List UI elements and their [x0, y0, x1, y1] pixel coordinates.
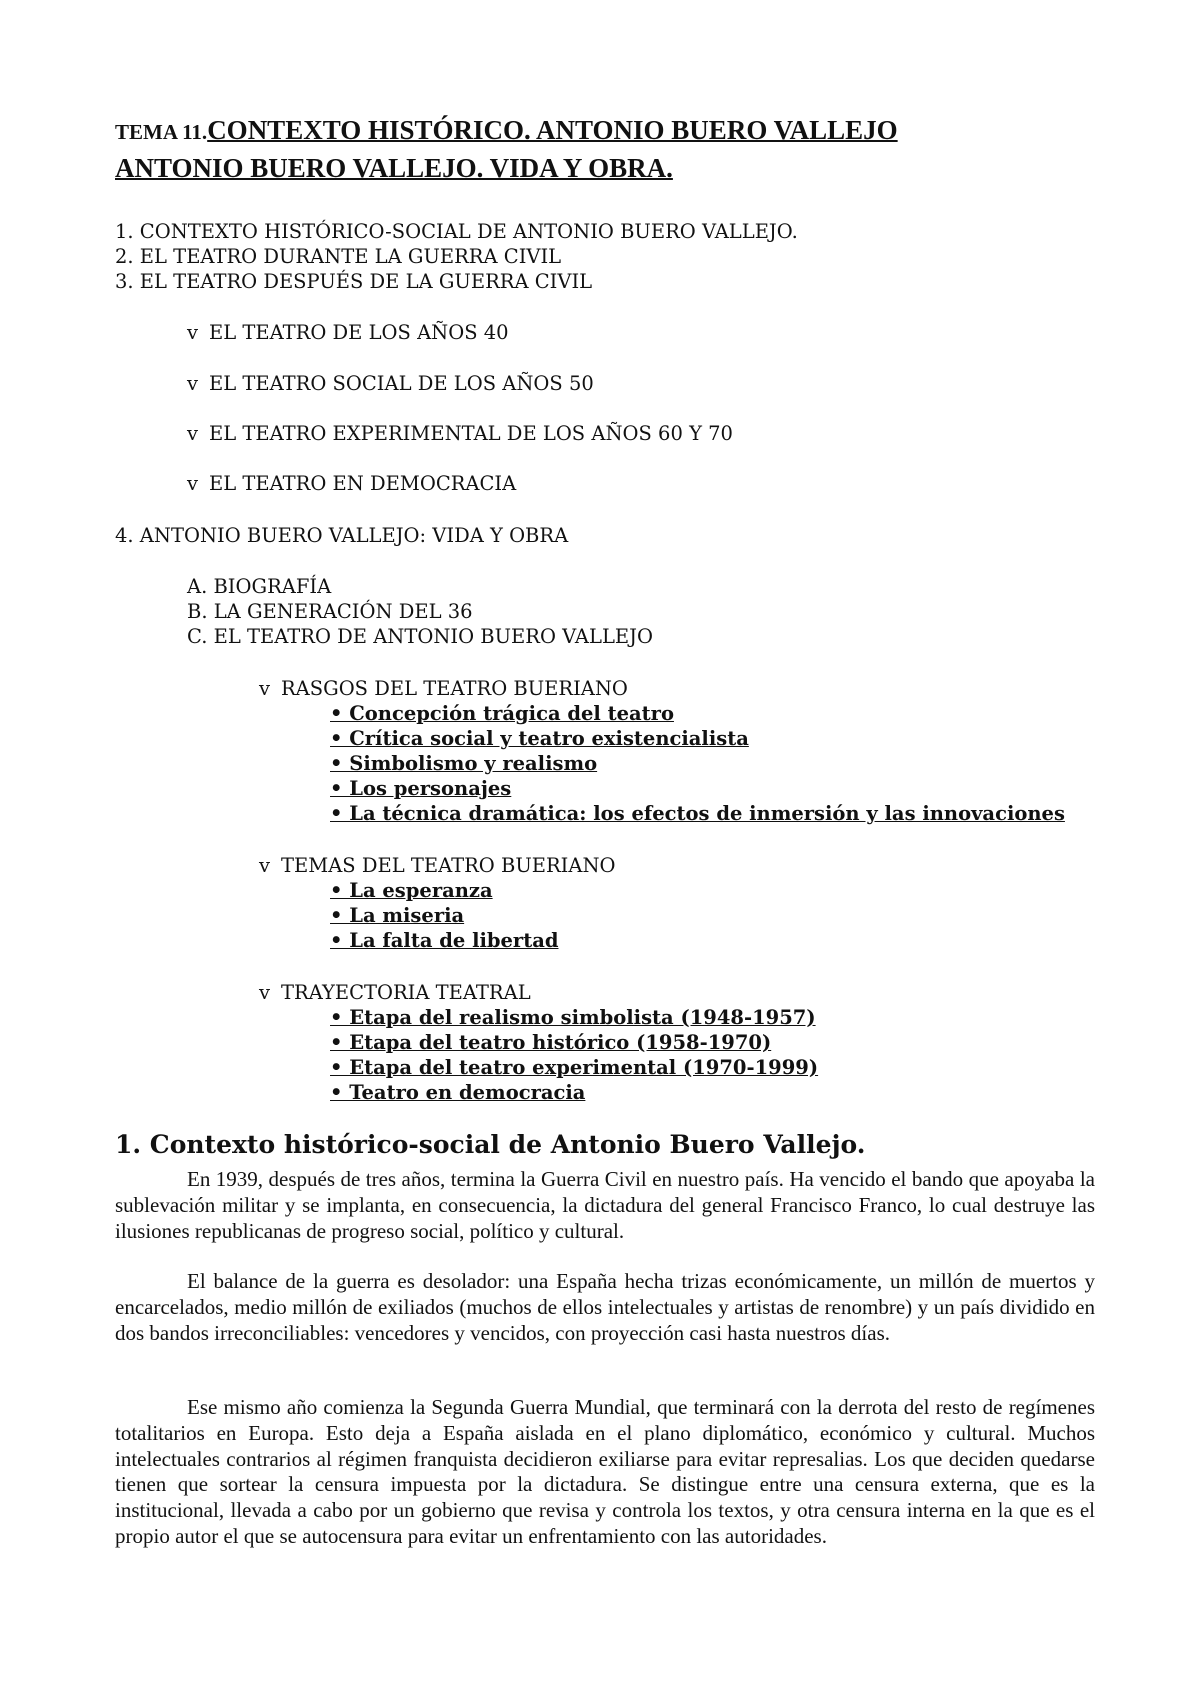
toc-section3-item [187, 320, 509, 345]
toc-section3-item [187, 471, 516, 496]
toc-section3-item [187, 371, 594, 396]
toc-group-heading [259, 853, 616, 878]
bullet-v-icon: v [187, 422, 199, 445]
toc-letter-item: A. BIOGRAFÍA [187, 575, 332, 598]
group-subitem: • Simbolismo y realismo [330, 752, 598, 775]
group-subitem: • Los personajes [330, 777, 512, 800]
group-subitem: • Etapa del teatro experimental (1970-1999) [330, 1056, 819, 1079]
paragraph: Ese mismo año comienza la Segunda Guerra Mundial, que terminará con la derrota del resto de regímenes totalitarios en Europa. Esto deja a España aislada en el plano diplomático, económico y cultural. Muchos intelectuales contrarios al régimen franquista decidieron exiliarse para evitar represalias. Los que deciden quedarse tienen que sortear la censura impuesta por la dictadura. Se distingue entre una censura externa, que es la institucional, llevada a cabo por un gobierno que revisa y controla los textos, y otra censura interna en la que es el propio autor el que se autocensura para evitar un enfrentamiento con las autoridades. [115, 1395, 1095, 1548]
group-subitem: • Crítica social y teatro existencialista [330, 727, 749, 750]
bullet-v-icon: v [259, 677, 271, 700]
paragraph: El balance de la guerra es desolador: una España hecha trizas económicamente, un millón de muertos y encarcelados, medio millón de exiliados (muchos de ellos intelectuales y artistas de renombre) y un país dividido en dos bandos irreconciliables: vencedores y vencidos, con proyección casi hasta nuestros días. [115, 1269, 1095, 1345]
toc-letter-item: C. EL TEATRO DE ANTONIO BUERO VALLEJO [187, 625, 653, 648]
toc-section3-label: EL TEATRO DE LOS AÑOS 40 [209, 321, 509, 344]
toc-section3-label: EL TEATRO EXPERIMENTAL DE LOS AÑOS 60 Y 70 [209, 422, 733, 445]
toc-letter-item: B. LA GENERACIÓN DEL 36 [187, 600, 473, 623]
group-heading-label: TEMAS DEL TEATRO BUERIANO [281, 854, 616, 877]
group-subitem: • La miseria [330, 904, 465, 927]
toc-item-3: 3. EL TEATRO DESPUÉS DE LA GUERRA CIVIL [115, 270, 593, 293]
toc-group-heading [259, 980, 531, 1005]
group-subitem: • Etapa del realismo simbolista (1948-1957) [330, 1006, 816, 1029]
group-subitem: • Concepción trágica del teatro [330, 702, 674, 725]
group-subitem: • La falta de libertad [330, 929, 559, 952]
section-heading: 1. Contexto histórico-social de Antonio Buero Vallejo. [115, 1130, 866, 1159]
toc-item-4: 4. ANTONIO BUERO VALLEJO: VIDA Y OBRA [115, 524, 569, 547]
group-subitem: • La técnica dramática: los efectos de inmersión y las innovaciones [330, 802, 1065, 825]
toc-group-heading [259, 676, 628, 701]
document-title [115, 112, 898, 186]
group-subitem: • Etapa del teatro histórico (1958-1970) [330, 1031, 772, 1054]
bullet-v-icon: v [187, 372, 199, 395]
bullet-v-icon: v [187, 321, 199, 344]
toc-section3-label: EL TEATRO SOCIAL DE LOS AÑOS 50 [209, 372, 594, 395]
title-line-1: CONTEXTO HISTÓRICO. ANTONIO BUERO VALLEJO [207, 115, 898, 145]
group-subitem: • La esperanza [330, 879, 493, 902]
bullet-v-icon: v [259, 981, 271, 1004]
toc-item-1: 1. CONTEXTO HISTÓRICO-SOCIAL DE ANTONIO BUERO VALLEJO. [115, 220, 798, 243]
bullet-v-icon: v [187, 472, 199, 495]
paragraph: En 1939, después de tres años, termina la Guerra Civil en nuestro país. Ha vencido el bando que apoyaba la sublevación militar y se implanta, en consecuencia, la dictadura del general Francisco Franco, lo cual destruye las ilusiones republicanas de progreso social, político y cultural. [115, 1167, 1095, 1243]
bullet-v-icon: v [259, 854, 271, 877]
toc-section3-item [187, 421, 733, 446]
title-line-2: ANTONIO BUERO VALLEJO. VIDA Y OBRA. [115, 153, 673, 183]
toc-section3-label: EL TEATRO EN DEMOCRACIA [209, 472, 517, 495]
title-prefix: TEMA 11. [115, 120, 208, 144]
toc-item-2: 2. EL TEATRO DURANTE LA GUERRA CIVIL [115, 245, 562, 268]
group-heading-label: TRAYECTORIA TEATRAL [281, 981, 531, 1004]
group-heading-label: RASGOS DEL TEATRO BUERIANO [281, 677, 628, 700]
group-subitem: • Teatro en democracia [330, 1081, 586, 1104]
